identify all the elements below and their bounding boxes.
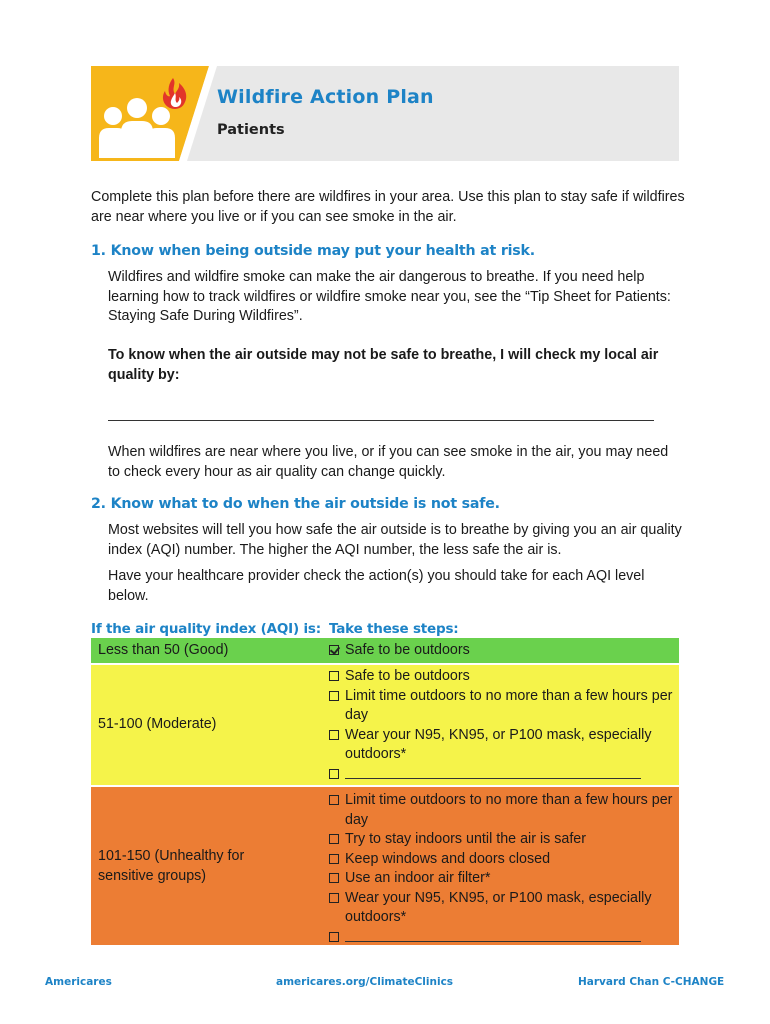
step-label: Safe to be outdoors [345,668,470,684]
step-checkbox[interactable] [329,834,339,844]
aqi-level-label: Less than 50 (Good) [98,642,229,658]
step-label: Safe to be outdoors [345,642,470,658]
footer-url[interactable]: americares.org/ClimateClinics [276,976,454,988]
step-checkbox[interactable] [329,769,339,779]
step-checkbox[interactable] [329,854,339,864]
step-item [329,667,681,687]
page-title: Wildfire Action Plan [217,86,434,108]
step-item-blank [329,765,681,785]
step-item-blank [329,928,681,948]
step-item [329,850,681,870]
page-subtitle: Patients [217,122,285,138]
people-with-flame-icon [91,66,231,161]
aqi-level-label: 51-100 (Moderate) [98,716,217,732]
step-checkbox[interactable] [329,932,339,942]
step-label: Keep windows and doors closed [345,850,551,867]
aqi-column-header: If the air quality index (AQI) is: [91,621,321,637]
aqi-steps [329,791,681,947]
step-label: Try to stay indoors until the air is safer [345,831,587,847]
step-item [329,889,681,928]
aqi-level-label: 101-150 (Unhealthy for sensitive groups) [98,848,245,884]
footer-americares: Americares [45,976,112,988]
aqi-steps [329,667,681,784]
step-label: Limit time outdoors to no more than a few hours per day [345,687,673,723]
step-label: Wear your N95, KN95, or P100 mask, especially outdoors* [345,726,652,762]
aqi-table [91,638,679,945]
aqi-row-unhealthy-sensitive [91,787,679,945]
aqi-steps [329,641,681,661]
aqi-row-moderate [91,665,679,785]
air-quality-fill-line[interactable] [108,420,654,421]
step-checkbox[interactable] [329,795,339,805]
step-item [329,726,681,765]
step-item [329,830,681,850]
section-2-instruction: Have your healthcare provider check the action(s) you should take for each AQI level below. [108,568,645,604]
step-fill-line[interactable] [345,765,641,779]
step-label: Wear your N95, KN95, or P100 mask, especially outdoors* [345,889,652,925]
header-band [91,66,679,161]
step-item [329,687,681,726]
step-checkbox[interactable] [329,873,339,883]
section-2-heading: 2. Know what to do when the air outside is not safe. [91,496,500,512]
section-1-note: When wildfires are near where you live, or if you can see smoke in the air, you may need to check every hour as air quality can change quickly. [108,444,669,480]
step-checkbox[interactable] [329,645,339,655]
step-label: Limit time outdoors to no more than a few hours per day [345,792,673,828]
step-item [329,641,681,661]
step-checkbox[interactable] [329,893,339,903]
air-quality-prompt: To know when the air outside may not be safe to breathe, I will check my local air quality by: [108,347,659,383]
step-label: Use an indoor air filter* [345,870,491,886]
aqi-row-good [91,638,679,663]
step-item [329,869,681,889]
step-checkbox[interactable] [329,691,339,701]
step-checkbox[interactable] [329,730,339,740]
section-1-heading: 1. Know when being outside may put your health at risk. [91,243,535,259]
step-fill-line[interactable] [345,928,641,942]
section-2-paragraph: Most websites will tell you how safe the air outside is to breathe by giving you an air quality index (AQI) number. The higher the AQI number, the less safe the air is. [108,522,682,558]
intro-text: Complete this plan before there are wildfires in your area. Use this plan to stay safe if wildfires are near where you live or if you can see smoke in the air. [91,189,685,225]
steps-column-header: Take these steps: [329,621,459,637]
section-1-paragraph: Wildfires and wildfire smoke can make the air dangerous to breathe. If you need help learning how to track wildfires or wildfire smoke near you, see the “Tip Sheet for Patients: Staying Safe During Wildfires”. [108,269,671,324]
footer-harvard: Harvard Chan C-CHANGE [578,976,725,988]
step-item [329,791,681,830]
step-checkbox[interactable] [329,671,339,681]
